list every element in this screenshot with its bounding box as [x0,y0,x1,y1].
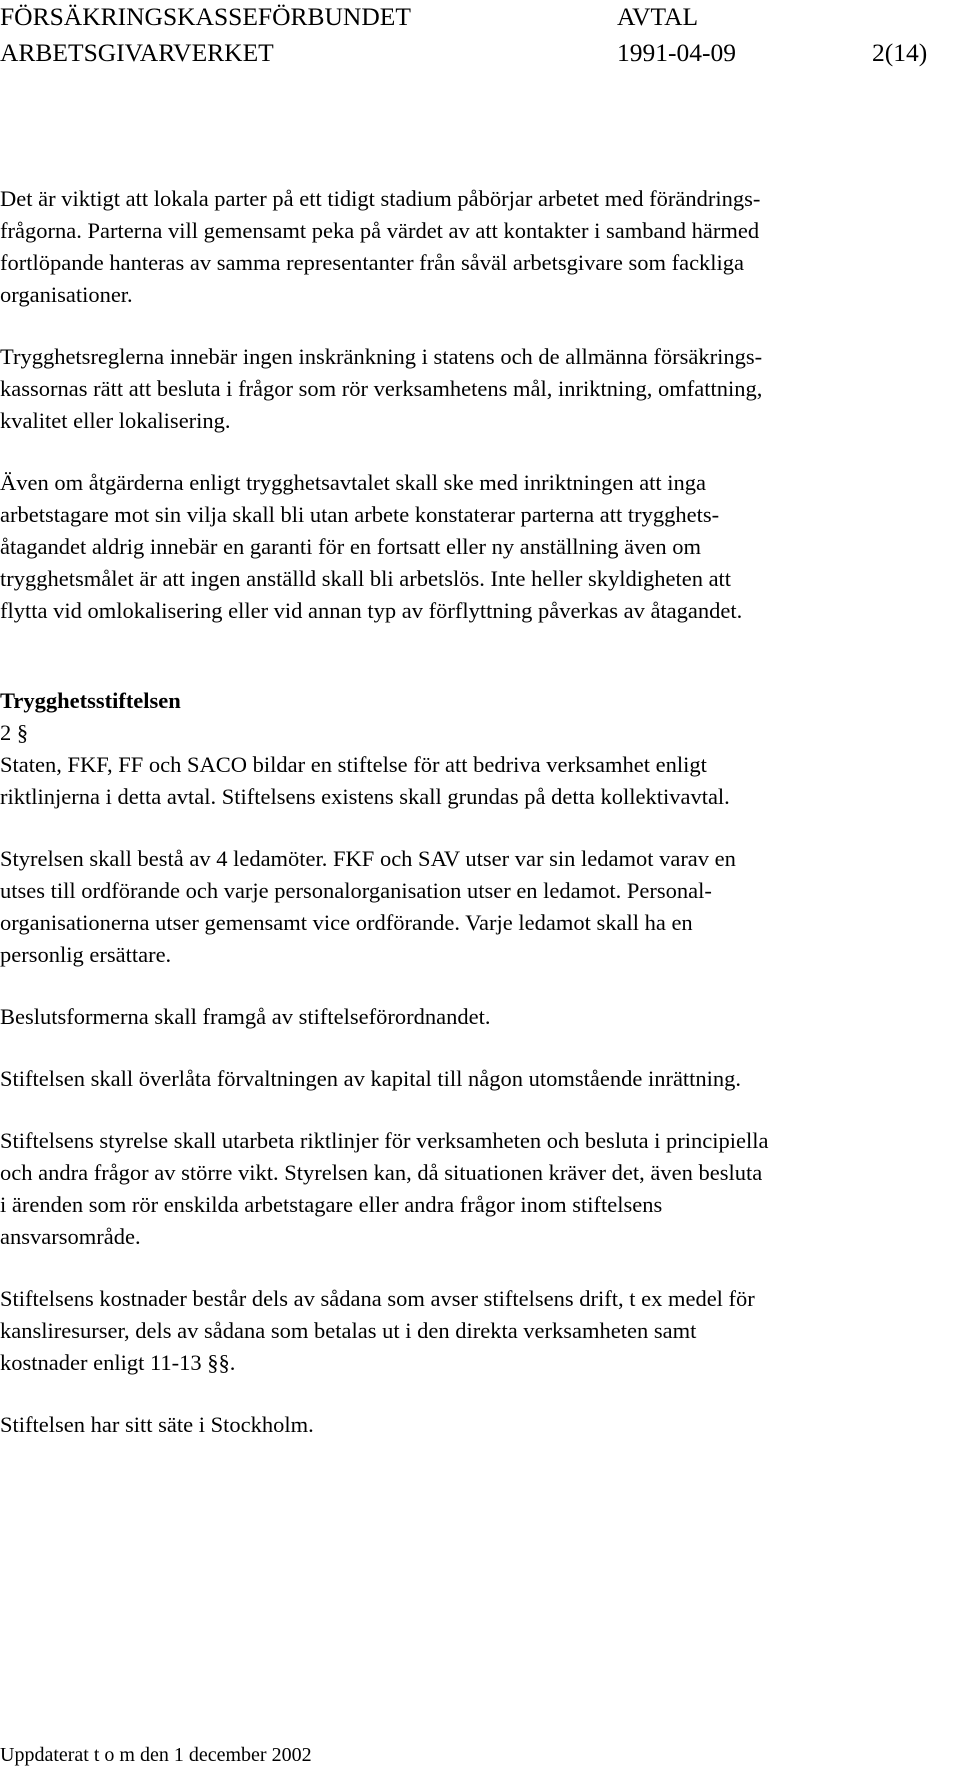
text-line: Stiftelsen har sitt säte i Stockholm. [0,1412,314,1437]
text-line: Staten, FKF, FF och SACO bildar en stiftelse för att bedriva verksamhet enligt [0,752,707,777]
paragraph [0,1283,955,1379]
text-line: utses till ordförande och varje personalorganisation utser en ledamot. Personal- [0,878,712,903]
text-line: Det är viktigt att lokala parter på ett tidigt stadium påbörjar arbetet med förändrings- [0,186,761,211]
text-line: flytta vid omlokalisering eller vid annan typ av förflyttning påverkas av åtagandet. [0,598,743,623]
text-line: i ärenden som rör enskilda arbetstagare eller andra frågor inom stiftelsens [0,1192,663,1217]
header-page-number: 2(14) [872,38,928,67]
paragraph [0,341,955,437]
text-line: Trygghetsreglerna innebär ingen inskränkning i statens och de allmänna försäkrings- [0,344,763,369]
text-line: och andra frågor av större vikt. Styrelsen kan, då situationen kräver det, även besluta [0,1160,763,1185]
text-line: kansliresurser, dels av sådana som betalas ut i den direkta verksamheten samt [0,1318,697,1343]
text-line: arbetstagare mot sin vilja skall bli utan arbete konstaterar parterna att trygghets- [0,502,720,527]
document-body [0,183,955,1471]
paragraph [0,183,955,311]
paragraph [0,749,955,813]
text-line: personlig ersättare. [0,942,172,967]
header-document-type: AVTAL [617,2,699,31]
text-line: Beslutsformerna skall framgå av stiftelseförordnandet. [0,1004,491,1029]
text-line: fortlöpande hanteras av samma representanter från såväl arbetsgivare som fackliga [0,250,745,275]
text-line: Stiftelsen skall överlåta förvaltningen av kapital till någon utomstående inrättning. [0,1066,742,1091]
paragraph [0,1063,955,1095]
text-line: riktlinjerna i detta avtal. Stiftelsens existens skall grundas på detta kollektivavtal. [0,784,730,809]
text-line: frågorna. Parterna vill gemensamt peka på värdet av att kontakter i samband härmed [0,218,760,243]
text-line: organisationer. [0,282,133,307]
text-line: kassornas rätt att besluta i frågor som rör verksamhetens mål, inriktning, omfattning, [0,376,763,401]
text-line: åtagandet aldrig innebär en garanti för en fortsatt eller ny anställning även om [0,534,701,559]
text-line: kvalitet eller lokalisering. [0,408,231,433]
paragraph [0,1125,955,1253]
text-line: Styrelsen skall bestå av 4 ledamöter. FKF och SAV utser var sin ledamot varav en [0,846,736,871]
paragraph [0,1001,955,1033]
text-line: kostnader enligt 11-13 §§. [0,1350,236,1375]
text-line: Stiftelsens kostnader består dels av sådana som avser stiftelsens drift, t ex medel för [0,1286,755,1311]
paragraph [0,467,955,627]
paragraph [0,843,955,971]
text-line: organisationerna utser gemensamt vice ordförande. Varje ledamot skall ha en [0,910,693,935]
header-organization-2: ARBETSGIVARVERKET [0,38,274,67]
text-line: Även om åtgärderna enligt trygghetsavtalet skall ske med inriktningen att inga [0,470,707,495]
text-line: trygghetsmålet är att ingen anställd skall bli arbetslös. Inte heller skyldigheten att [0,566,732,591]
text-line: Stiftelsens styrelse skall utarbeta riktlinjer för verksamheten och besluta i principiella [0,1128,769,1153]
section-heading: Trygghetsstiftelsen [0,688,181,713]
text-line: ansvarsområde. [0,1224,141,1249]
header-organization-1: FÖRSÄKRINGSKASSEFÖRBUNDET [0,2,411,31]
paragraph-number: 2 § [0,720,29,745]
paragraph [0,1409,955,1441]
footer-updated-note: Uppdaterat t o m den 1 december 2002 [0,1744,312,1766]
header-date: 1991-04-09 [617,38,736,67]
